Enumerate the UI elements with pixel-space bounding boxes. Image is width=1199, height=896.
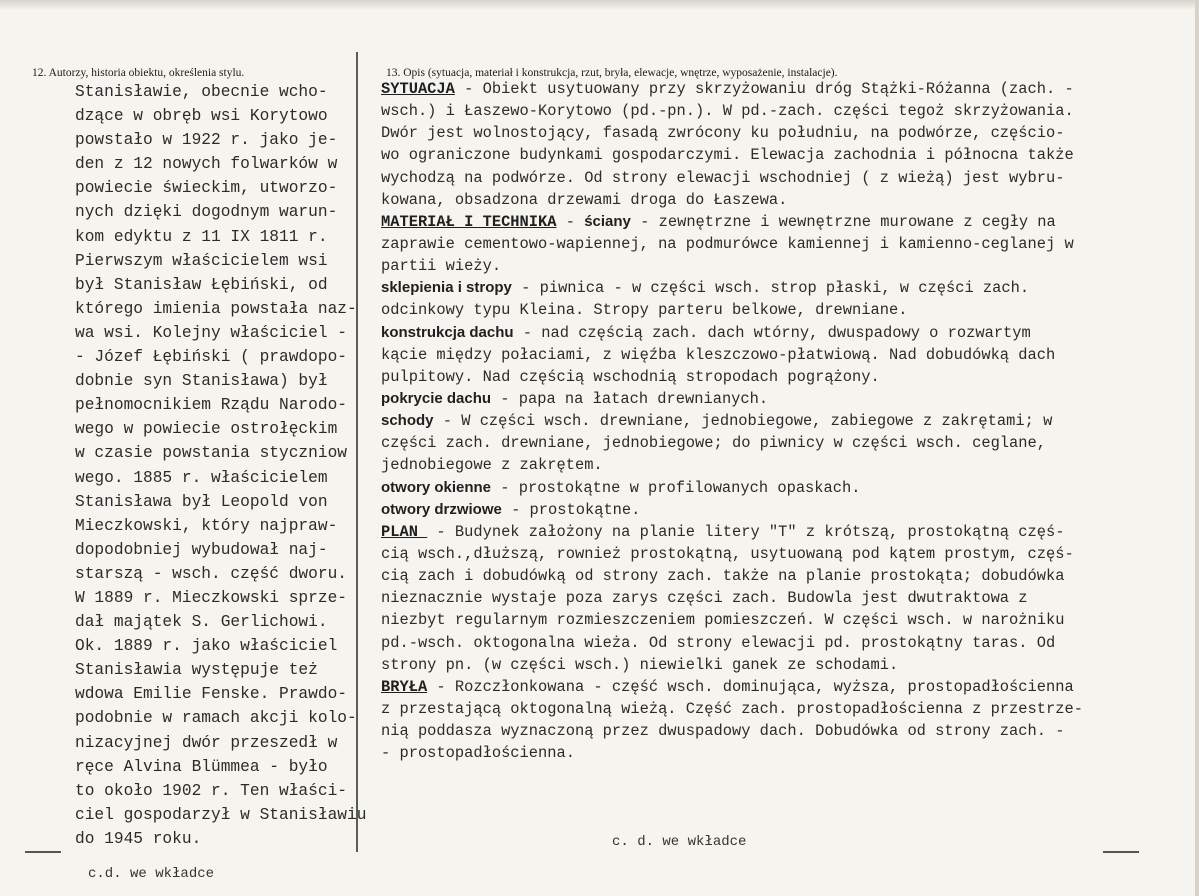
description-line [381, 499, 1141, 521]
description-line [381, 676, 1141, 698]
history-line: den z 12 nowych folwarków w [75, 155, 338, 174]
description-line [381, 167, 1141, 189]
history-line: powstało w 1922 r. jako je- [75, 131, 338, 150]
description-text: odcinkowy typu Kleina. Stropy parteru belkowe, drewniane. [381, 301, 908, 320]
description-text: - Budynek założony na planie litery "T" z krótszą, prostokątną częś- [427, 522, 1065, 541]
description-line [381, 299, 1141, 321]
history-line: dzące w obręb wsi Korytowo [75, 107, 328, 126]
description-text: - papa na łatach drewnianych. [491, 389, 769, 408]
description-line [381, 720, 1141, 742]
description-text: - zewnętrzne i wewnętrzne murowane z cegły na [630, 212, 1056, 231]
description-column [381, 78, 1141, 764]
section-keyword: konstrukcja dachu [381, 323, 514, 341]
right-continuation-note: c. d. we wkładce [612, 834, 747, 850]
section-heading: BRYŁA [381, 677, 428, 696]
history-line: był Stanisław Łębiński, od [75, 275, 328, 294]
description-text: pd.-wsch. oktogonalna wieża. Od strony elewacji pd. prostokątny taras. Od [381, 633, 1056, 652]
history-line: Pierwszym właścicielem wsi [75, 251, 328, 270]
description-text: - piwnica - w części wsch. strop płaski, w części zach. [511, 279, 1030, 298]
header-left: 12. Autorzy, historia obiektu, określenia stylu. [32, 67, 245, 79]
description-line [381, 477, 1141, 499]
section-keyword: sklepienia i stropy [381, 279, 512, 297]
section-heading: MATERIAŁ I TECHNIKA [381, 212, 557, 231]
description-line [381, 277, 1141, 299]
description-line [381, 521, 1141, 543]
header-right: 13. Opis (sytuacja, materiał i konstrukcja, rzut, bryła, elewacje, wnętrze, wyposażenie, instalacje). [386, 67, 838, 79]
description-text: nią poddasza wyznaczoną przez dwuspadowy dach. Dobudówka od strony zach. - [381, 722, 1065, 741]
description-line [381, 632, 1141, 654]
history-line: dobnie syn Stanisława) był [75, 372, 328, 391]
history-line: nizacyjnej dwór przeszedł w [75, 733, 338, 752]
description-text: z przestającą oktogonalną wieżą. Część zach. prostopadłościenna z przestrze- [381, 699, 1083, 718]
description-text: - nad częścią zach. dach wtórny, dwuspadowy o rozwartym [513, 323, 1031, 342]
history-line: dopodobniej wybudował naj- [75, 540, 328, 559]
history-line: Stanisławia występuje też [75, 661, 318, 680]
history-line: Stanisławie, obecnie wcho- [75, 83, 328, 101]
section-keyword: otwory okienne [381, 478, 492, 496]
history-line: wa wsi. Kolejny właściciel - [75, 323, 347, 342]
description-text: kowana, obsadzona drzewami droga do Łaszewa. [381, 190, 788, 209]
description-line [381, 233, 1141, 255]
description-line [381, 366, 1141, 388]
description-line [381, 122, 1141, 144]
description-line [381, 388, 1141, 410]
description-text: - prostokątne. [501, 500, 641, 519]
description-text: nieznacznie wystaje poza zarys części zach. Budowla jest dwutraktowa z [381, 589, 1028, 608]
history-line: wego. 1885 r. właścicielem [75, 468, 328, 487]
history-line: ciel gospodarzył w Stanisławiu [75, 805, 367, 824]
description-line [381, 698, 1141, 720]
description-text: zaprawie cementowo-wapiennej, na podmurówce kamiennej i kamienno-ceglanej w [381, 234, 1074, 253]
history-line: wego w powiecie ostrołęckim [75, 420, 338, 439]
history-line: w czasie powstania styczniow [75, 444, 347, 463]
history-line: wdowa Emilie Fenske. Prawdo- [75, 685, 347, 704]
description-text: - Rozczłonkowana - część wsch. dominująca, wyższa, prostopadłościenna [427, 677, 1074, 696]
history-line: powiecie świeckim, utworzo- [75, 179, 338, 198]
history-line: - Józef Łębiński ( prawdopo- [75, 348, 347, 367]
history-line: ręce Alvina Blümmea - było [75, 757, 328, 776]
history-line: to około 1902 r. Ten właści- [75, 781, 347, 800]
description-text: strony pn. (w części wsch.) niewielki ganek ze schodami. [381, 655, 899, 674]
description-text: cią wsch.,dłuższą, rownież prostokątną, usytuowaną pod kątem prostym, częś- [381, 544, 1074, 563]
top-edge [0, 0, 1199, 10]
description-line [381, 189, 1141, 211]
history-line: którego imienia powstała naz- [75, 299, 357, 318]
description-text: jednobiegowe z zakrętem. [381, 456, 603, 475]
right-dash [1103, 851, 1139, 853]
description-line [381, 742, 1141, 764]
right-edge [1195, 0, 1199, 896]
description-text: wychodzą na podwórze. Od strony elewacji wschodniej ( z wieżą) jest wybru- [381, 168, 1065, 187]
description-text: kącie między połaciami, z więźba kleszczowo-płatwiową. Nad dobudówką dach [381, 345, 1056, 364]
section-keyword: schody [381, 412, 434, 430]
section-keyword: ściany [584, 212, 631, 230]
description-text: - prostopadłościenna. [381, 744, 575, 763]
description-text: części zach. drewniane, jednobiegowe; do piwnicy w części wsch. ceglane, [381, 434, 1046, 453]
history-line: nych dzięki dogodnym warun- [75, 203, 338, 222]
description-text: niezbyt regularnym rozmieszczeniem pomieszczeń. W części wsch. w narożniku [381, 611, 1065, 630]
description-line [381, 454, 1141, 476]
left-continuation-note: c.d. we wkładce [88, 866, 215, 882]
description-text: - W części wsch. drewniane, jednobiegowe, zabiegowe z zakrętami; w [433, 412, 1053, 431]
description-line [381, 255, 1141, 277]
history-line: dał majątek S. Gerlichowi. [75, 613, 328, 632]
description-line [381, 144, 1141, 166]
description-line [381, 78, 1141, 100]
description-line [381, 543, 1141, 565]
history-column [75, 80, 365, 851]
description-line [381, 587, 1141, 609]
section-heading: SYTUACJA [381, 80, 455, 98]
history-line: W 1889 r. Mieczkowski sprze- [75, 588, 347, 607]
description-line [381, 211, 1141, 233]
history-line: Stanisława był Leopold von [75, 492, 328, 511]
history-line: pełnomocnikiem Rządu Narodo- [75, 396, 347, 415]
history-line: do 1945 roku. [75, 829, 202, 848]
history-line: Ok. 1889 r. jako właściciel [75, 637, 338, 656]
history-line: kom edyktu z 11 IX 1811 r. [75, 227, 328, 246]
description-text: wo ograniczone budynkami gospodarczymi. Elewacja zachodnia i północna także [381, 146, 1074, 165]
history-line: starszą - wsch. część dworu. [75, 564, 347, 583]
description-line [381, 100, 1141, 122]
description-line [381, 609, 1141, 631]
description-line [381, 410, 1141, 432]
description-line [381, 344, 1141, 366]
description-line [381, 432, 1141, 454]
history-line: Mieczkowski, który najpraw- [75, 516, 338, 535]
section-keyword: otwory drzwiowe [381, 500, 502, 518]
history-line: podobnie w ramach akcji kolo- [75, 709, 357, 728]
description-text: cią zach i dobudówką od strony zach. także na planie prostokąta; dobudówka [381, 567, 1065, 586]
description-text: - [556, 212, 585, 231]
description-line [381, 654, 1141, 676]
description-text: partii wieży. [381, 257, 502, 276]
description-text: pulpitowy. Nad częścią wschodnią stropodach pogrążony. [381, 367, 880, 386]
left-dash [25, 851, 61, 853]
section-heading: PLAN [381, 522, 428, 541]
description-text: - Obiekt usytuowany przy skrzyżowaniu dróg Stążki-Różanna (zach. - [454, 80, 1074, 98]
description-line [381, 322, 1141, 344]
description-text: wsch.) i Łaszewo-Korytowo (pd.-pn.). W pd.-zach. części tegoż skrzyżowania. [381, 102, 1074, 121]
description-line [381, 565, 1141, 587]
description-text: Dwór jest wolnostojący, fasadą zwrócony ku południu, na podwórze, częścio- [381, 124, 1065, 143]
section-keyword: pokrycie dachu [381, 389, 492, 407]
description-text: - prostokątne w profilowanych opaskach. [491, 478, 861, 497]
